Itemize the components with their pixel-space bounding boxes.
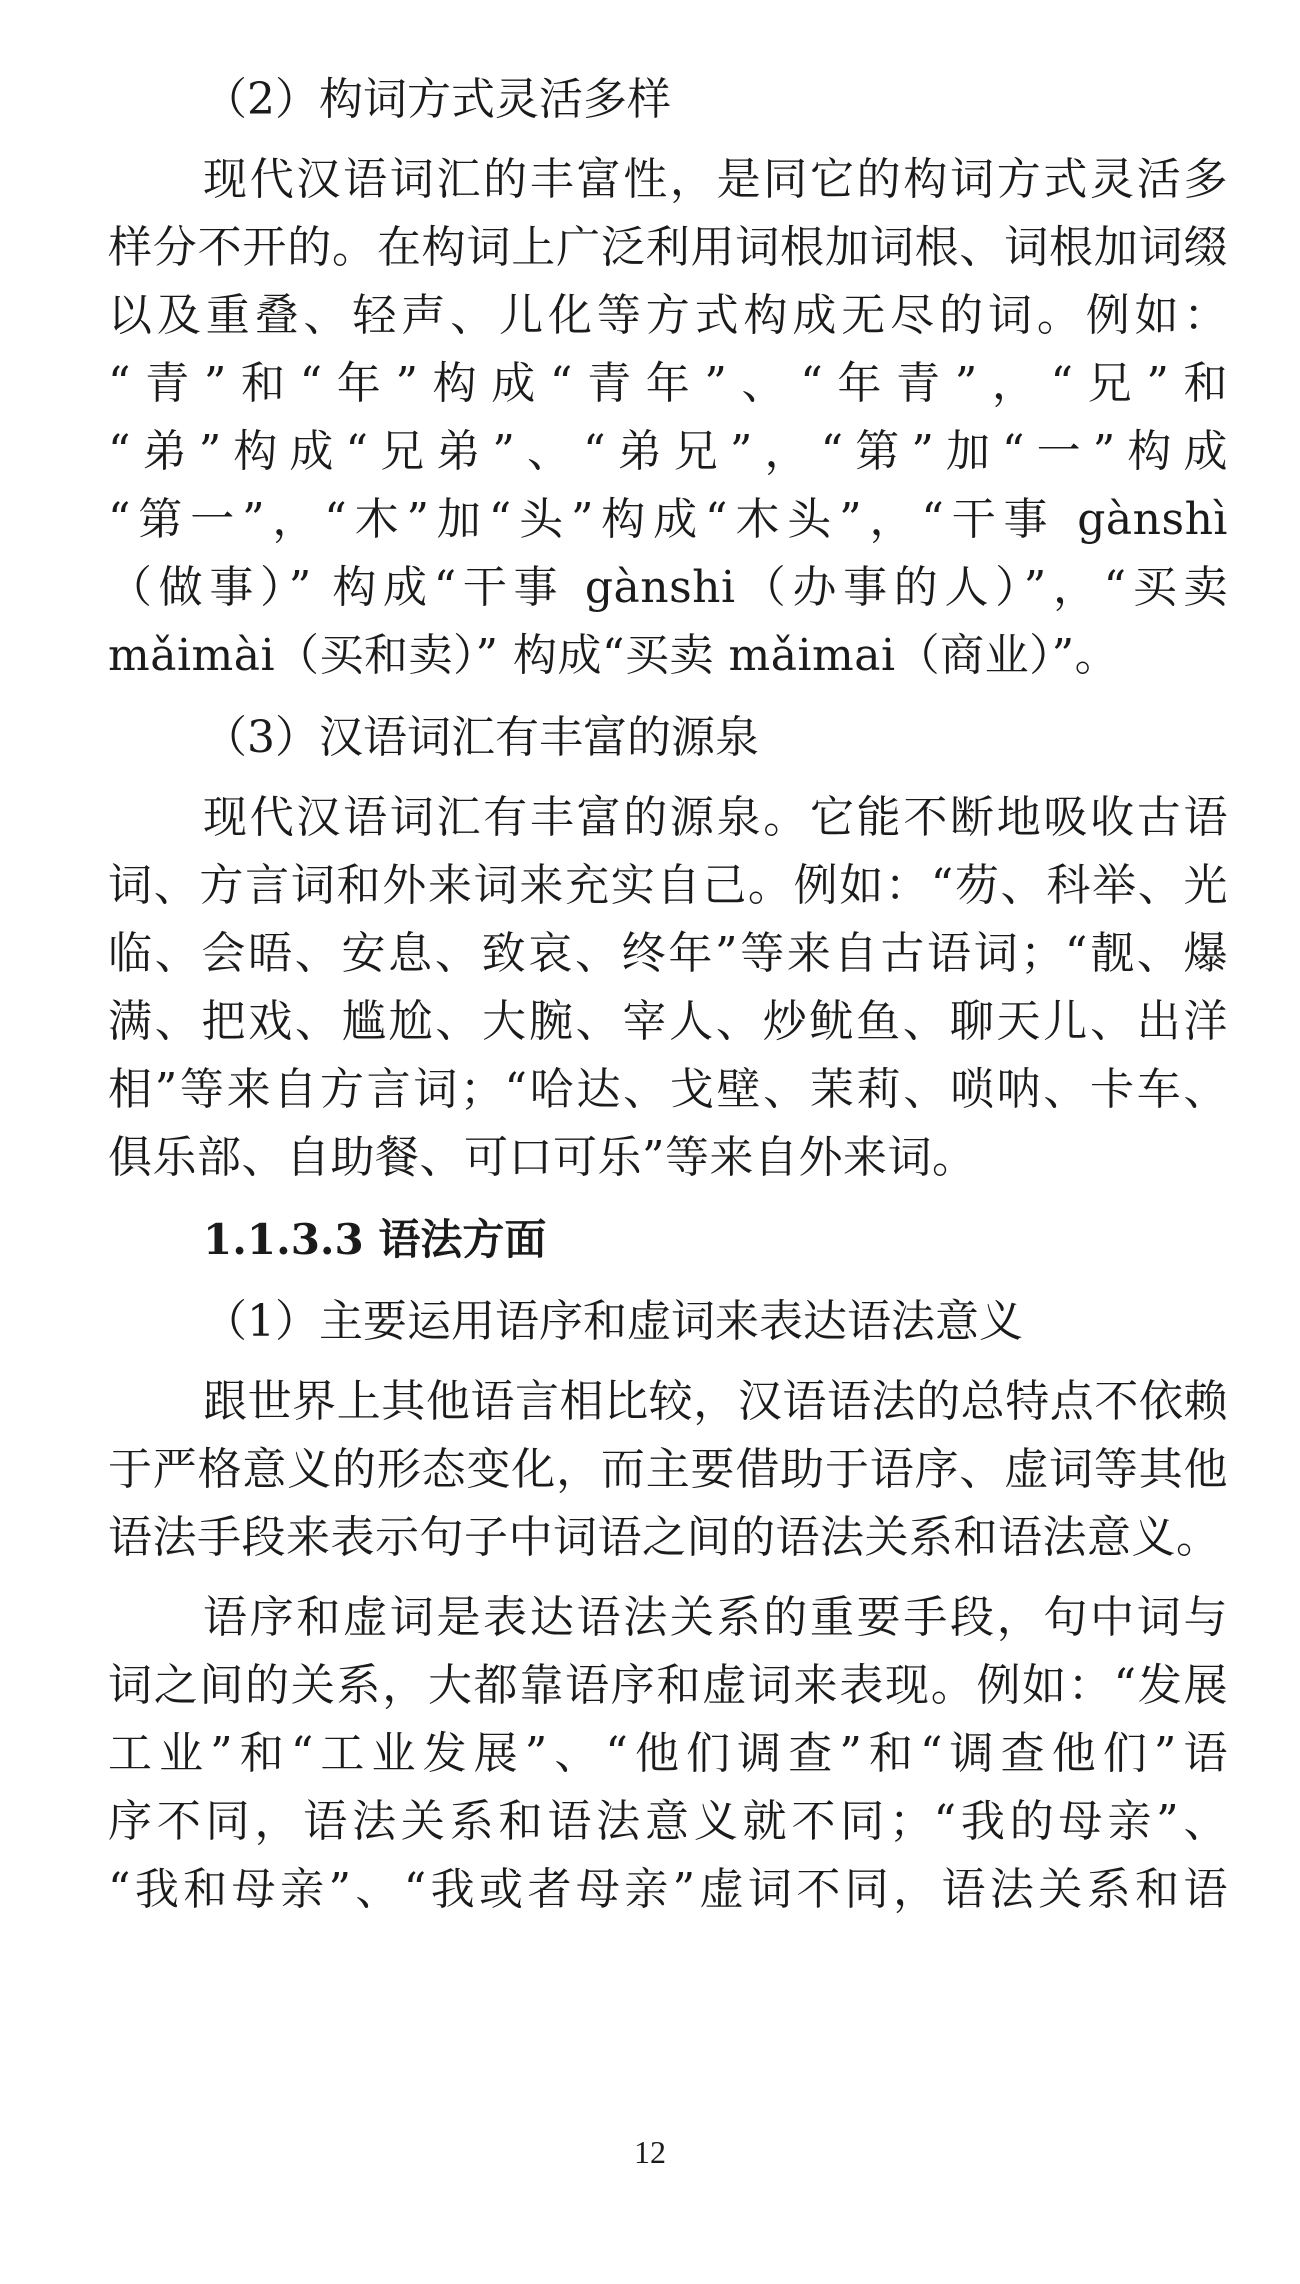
- text-line: 跟世界上其他语言相比较，汉语语法的总特点不依赖: [203, 1376, 1228, 1427]
- page-content: [108, 66, 1228, 1924]
- heading-lexical-sources: （3）汉语词汇有丰富的源泉: [203, 712, 759, 763]
- text-line: “第一”，“木”加“头”构成“木头”，“干事 gànshì: [108, 494, 1228, 545]
- text-line: 语序和虚词是表达语法关系的重要手段，句中词与: [203, 1592, 1228, 1643]
- heading-word-formation: （2）构词方式灵活多样: [203, 74, 671, 125]
- paragraph-grammar-features: [108, 1368, 1228, 1572]
- text-line: “弟”构成“兄弟”、“弟兄”，“第”加“一”构成: [108, 426, 1228, 477]
- text-line: “青”和“年”构成“青年”、“年青”，“兄”和: [108, 358, 1228, 409]
- paragraph-word-formation: [108, 146, 1228, 690]
- text-line: 序不同，语法关系和语法意义就不同；“我的母亲”、: [108, 1796, 1228, 1847]
- text-line: 样分不开的。在构词上广泛利用词根加词根、词根加词缀: [108, 222, 1228, 273]
- heading-word-order-function-words: （1）主要运用语序和虚词来表达语法意义: [203, 1296, 1023, 1347]
- page-number: 12: [634, 2134, 666, 2170]
- text-line: （做事）” 构成“干事 gànshi（办事的人）”，“买卖: [108, 562, 1228, 613]
- text-line: 满、把戏、尴尬、大腕、宰人、炒鱿鱼、聊天儿、出洋: [108, 996, 1228, 1047]
- text-line: 词之间的关系，大都靠语序和虚词来表现。例如：“发展: [108, 1660, 1228, 1711]
- text-line: 工业”和“工业发展”、“他们调查”和“调查他们”语: [108, 1728, 1228, 1779]
- paragraph-lexical-sources: [108, 784, 1228, 1192]
- text-line: 临、会晤、安息、致哀、终年”等来自古语词；“靓、爆: [108, 928, 1228, 979]
- text-line: 语法手段来表示句子中词语之间的语法关系和语法意义。: [108, 1512, 1221, 1563]
- text-line: 现代汉语词汇的丰富性，是同它的构词方式灵活多: [203, 154, 1228, 205]
- section-heading-grammar: 1.1.3.3 语法方面: [203, 1215, 547, 1264]
- text-line: 词、方言词和外来词来充实自己。例如：“芴、科举、光: [108, 860, 1228, 911]
- paragraph-word-order-examples: [108, 1584, 1228, 1924]
- text-line: 现代汉语词汇有丰富的源泉。它能不断地吸收古语: [203, 792, 1228, 843]
- text-line: mǎimài（买和卖）” 构成“买卖 mǎimai（商业）”。: [108, 630, 1120, 681]
- text-line: 相”等来自方言词；“哈达、戈壁、茉莉、唢呐、卡车、: [108, 1064, 1228, 1115]
- text-line: 于严格意义的形态变化，而主要借助于语序、虚词等其他: [108, 1444, 1228, 1495]
- text-line: 俱乐部、自助餐、可口可乐”等来自外来词。: [108, 1132, 977, 1183]
- text-line: 以及重叠、轻声、儿化等方式构成无尽的词。例如：: [108, 290, 1228, 341]
- text-line: “我和母亲”、“我或者母亲”虚词不同，语法关系和语: [108, 1864, 1228, 1915]
